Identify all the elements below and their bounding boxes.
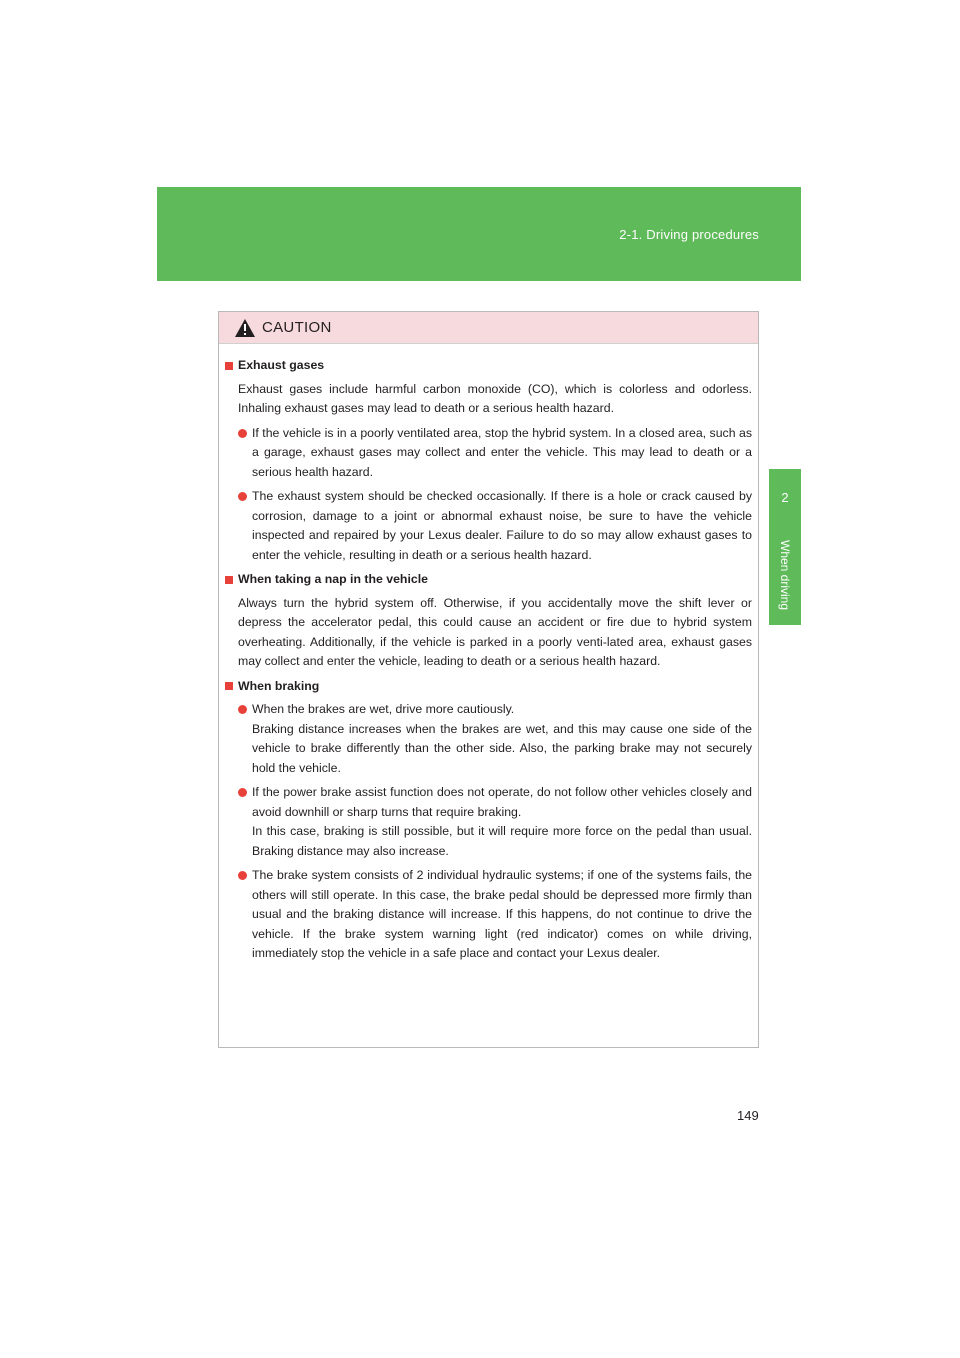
section-nap-in-vehicle — [225, 570, 752, 672]
section-when-braking — [225, 677, 752, 964]
section-title: 2-1. Driving procedures — [619, 227, 759, 242]
square-bullet-icon — [225, 576, 233, 584]
bullet-text: The exhaust system should be checked occasionally. If there is a hole or crack caused by corrosion, damage to a joint or abnormal exhaust noise, be sure to have the vehicle inspected and repaired by your Lexus dealer. Failure to do so may allow exhaust gases to enter the vehicle, resulting in death or a serious health hazard. — [252, 489, 752, 562]
bullet-lead: When the brakes are wet, drive more cautiously. — [252, 702, 515, 716]
bullet-dot-icon — [238, 788, 247, 797]
bullet-item — [225, 424, 752, 483]
bullet-detail: In this case, braking is still possible, but it will require more force on the pedal than usual. Braking distance may also increase. — [252, 824, 752, 858]
side-tab — [769, 281, 801, 626]
section-paragraph: Always turn the hybrid system off. Otherwise, if you accidentally move the shift lever or depress the accelerator pedal, this could cause an accident or fire due to hybrid system overheating. Additionally, if the vehicle is parked in a poorly venti-lated area, exhaust gases may collect and enter the vehicle, leading to death or a serious health hazard. — [238, 595, 752, 668]
caution-title: CAUTION — [262, 319, 332, 336]
bullet-detail: Braking distance increases when the brakes are wet, and this may cause one side of the vehicle to brake differently than the other side. Also, the parking brake may not securely hold the vehicle. — [252, 721, 752, 775]
section-heading-text: When taking a nap in the vehicle — [238, 572, 428, 586]
bullet-lead: If the power brake assist function does not operate, do not follow other vehicles closely and avoid downhill or sharp turns that require braking. — [252, 785, 752, 819]
square-bullet-icon — [225, 682, 233, 690]
caution-body — [219, 344, 758, 964]
section-heading-text: Exhaust gases — [238, 358, 325, 372]
page-number: 149 — [737, 1108, 759, 1123]
side-tab-number: 2 — [769, 469, 801, 525]
warning-triangle-icon — [234, 318, 256, 338]
bullet-dot-icon — [238, 871, 247, 880]
section-exhaust-gases — [225, 356, 752, 565]
side-tab-label: When driving — [769, 525, 801, 625]
section-paragraph: Exhaust gases include harmful carbon monoxide (CO), which is colorless and odorless. Inhaling exhaust gases may lead to death or a serious health hazard. — [238, 381, 752, 415]
bullet-lead: The brake system consists of 2 individual hydraulic systems; if one of the systems fails, the others will still operate. In this case, the brake pedal should be depressed more firmly than usual and the braking distance will increase. If this happens, do not continue to drive the vehicle. If the brake system warning light (red indicator) comes on while driving, immediately stop the vehicle in a safe place and contact your Lexus dealer. — [252, 868, 752, 960]
caution-header — [219, 312, 758, 344]
bullet-text: If the vehicle is in a poorly ventilated area, stop the hybrid system. In a closed area, such as a garage, exhaust gases may collect and enter the vehicle. This may lead to death or a serious health hazard. — [252, 425, 752, 479]
caution-box — [218, 311, 759, 1048]
header-band — [157, 187, 801, 281]
bullet-item — [225, 866, 752, 964]
section-heading — [225, 677, 752, 697]
bullet-item — [225, 783, 752, 861]
section-heading-text: When braking — [238, 678, 320, 693]
section-heading — [225, 356, 752, 376]
bullet-item — [225, 487, 752, 565]
square-bullet-icon — [225, 362, 233, 370]
bullet-dot-icon — [238, 492, 247, 501]
bullet-item — [225, 700, 752, 778]
bullet-dot-icon — [238, 429, 247, 438]
section-heading — [225, 570, 752, 590]
bullet-dot-icon — [238, 705, 247, 714]
